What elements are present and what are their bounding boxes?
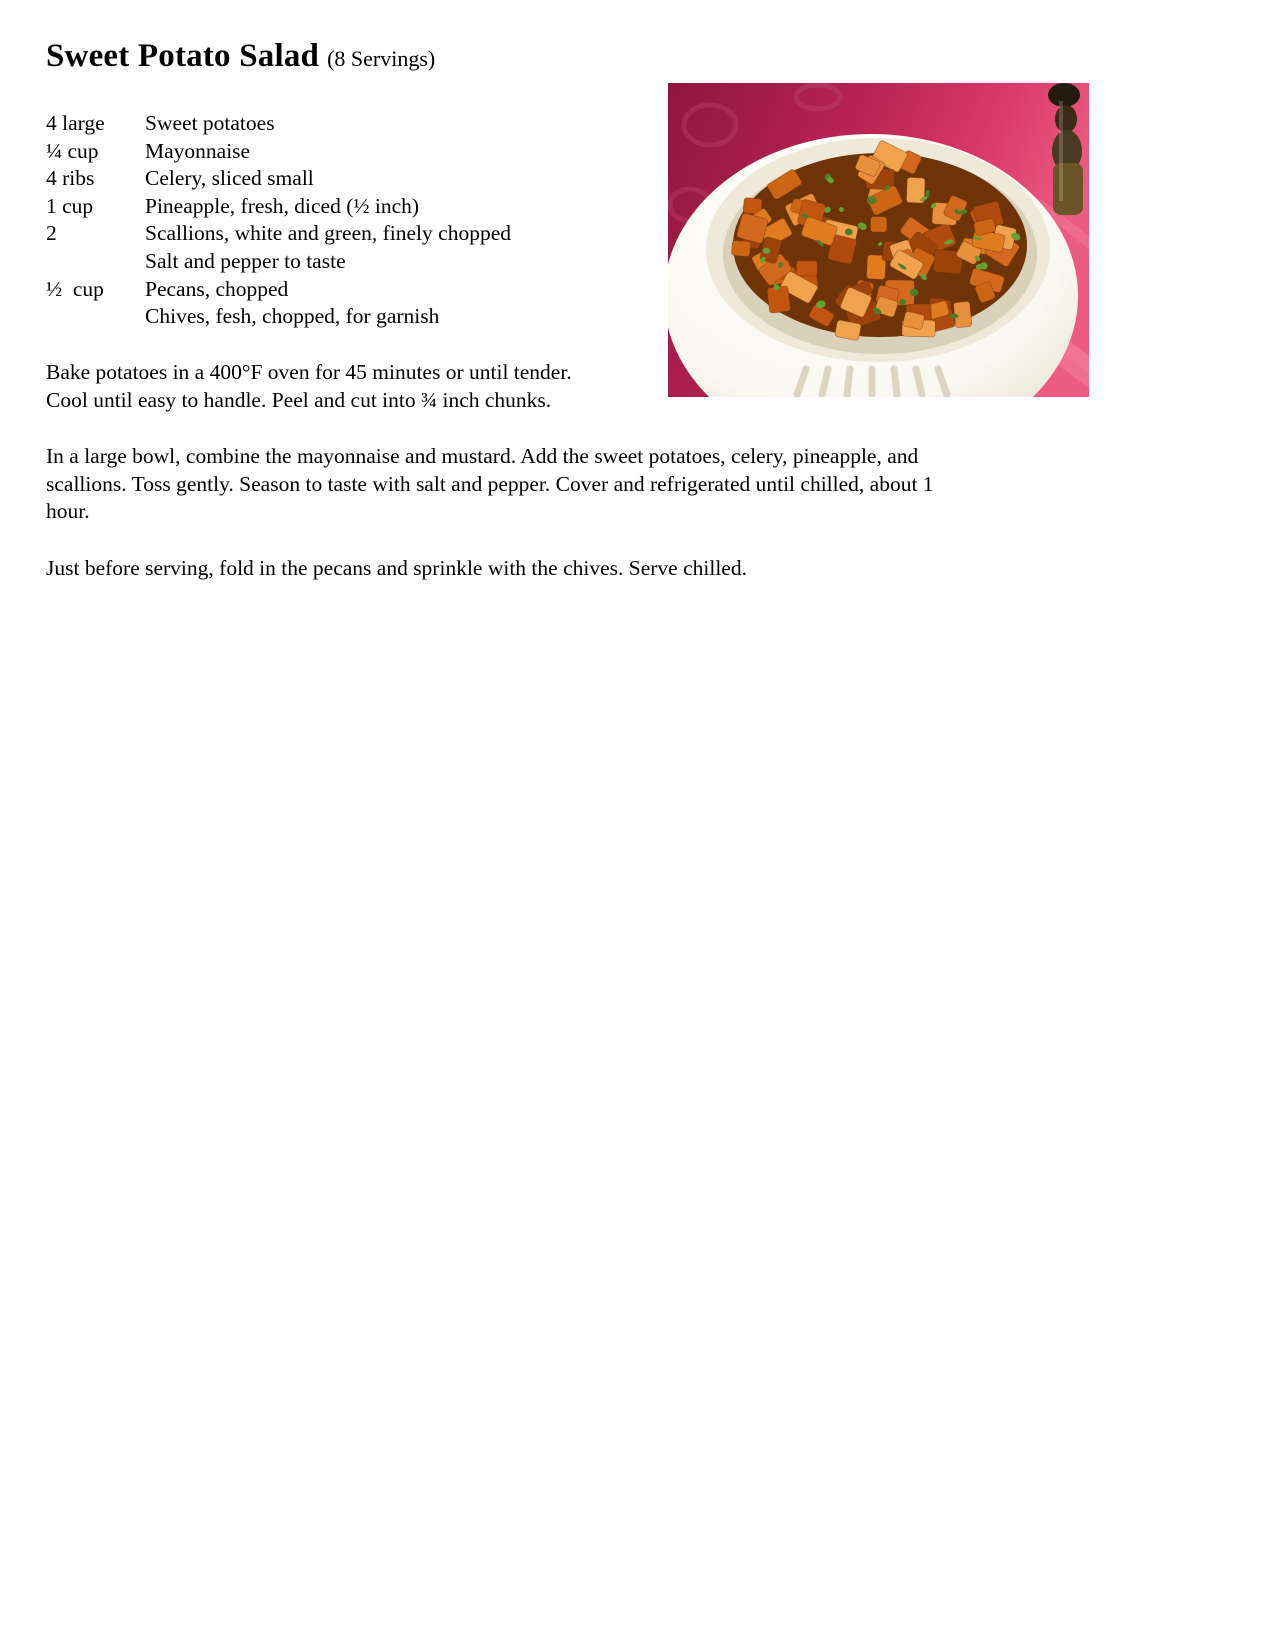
instruction-line: hour.	[46, 499, 90, 524]
ingredient-row	[46, 193, 511, 221]
ingredient-quantity: ¼ cup	[46, 138, 99, 163]
ingredient-row	[46, 110, 511, 138]
recipe-photo	[668, 83, 1089, 397]
instruction-line: Bake potatoes in a 400°F oven for 45 minutes or until tender.	[46, 360, 572, 384]
ingredient-row	[46, 220, 511, 248]
instruction-line: In a large bowl, combine the mayonnaise and mustard. Add the sweet potatoes, celery, pineapple, and	[46, 444, 919, 469]
ingredient-row	[46, 303, 511, 331]
ingredient-quantity	[46, 303, 145, 331]
ingredient-quantity: ½ cup	[46, 276, 104, 301]
ingredient-name: Celery, sliced small	[145, 166, 314, 191]
instruction-line: Just before serving, fold in the pecans and sprinkle with the chives. Serve chilled.	[46, 555, 747, 580]
ingredient-name: Pecans, chopped	[145, 276, 289, 301]
servings-count: (8 Servings)	[327, 46, 436, 71]
instruction-paragraph	[46, 555, 934, 583]
ingredient-row	[46, 276, 511, 304]
ingredient-name: Pineapple, fresh, diced (½ inch)	[145, 193, 420, 218]
ingredient-quantity: 4 large	[46, 111, 105, 135]
ingredient-row	[46, 165, 511, 193]
ingredient-name: Salt and pepper to taste	[145, 248, 346, 273]
ingredient-quantity: 2	[46, 221, 57, 246]
ingredient-name: Scallions, white and green, finely chopped	[145, 221, 511, 246]
instructions	[46, 359, 934, 612]
ingredient-name: Mayonnaise	[145, 138, 251, 163]
ingredient-row	[46, 248, 511, 276]
ingredient-quantity: 1 cup	[46, 193, 94, 218]
ingredients-list	[46, 110, 511, 331]
ingredient-quantity	[46, 248, 145, 276]
recipe-title-text: Sweet Potato Salad	[46, 38, 320, 74]
ingredient-quantity: 4 ribs	[46, 166, 95, 191]
recipe-title	[46, 38, 435, 75]
instruction-paragraph	[46, 443, 934, 526]
ingredient-name: Sweet potatoes	[145, 111, 275, 135]
ingredient-row	[46, 138, 511, 166]
instruction-paragraph	[46, 359, 934, 414]
instruction-line: scallions. Toss gently. Season to taste with salt and pepper. Cover and refrigerated until chilled, about 1	[46, 471, 934, 496]
ingredient-name: Chives, fesh, chopped, for garnish	[145, 304, 440, 329]
instruction-line: Cool until easy to handle. Peel and cut into ¾ inch chunks.	[46, 387, 552, 412]
